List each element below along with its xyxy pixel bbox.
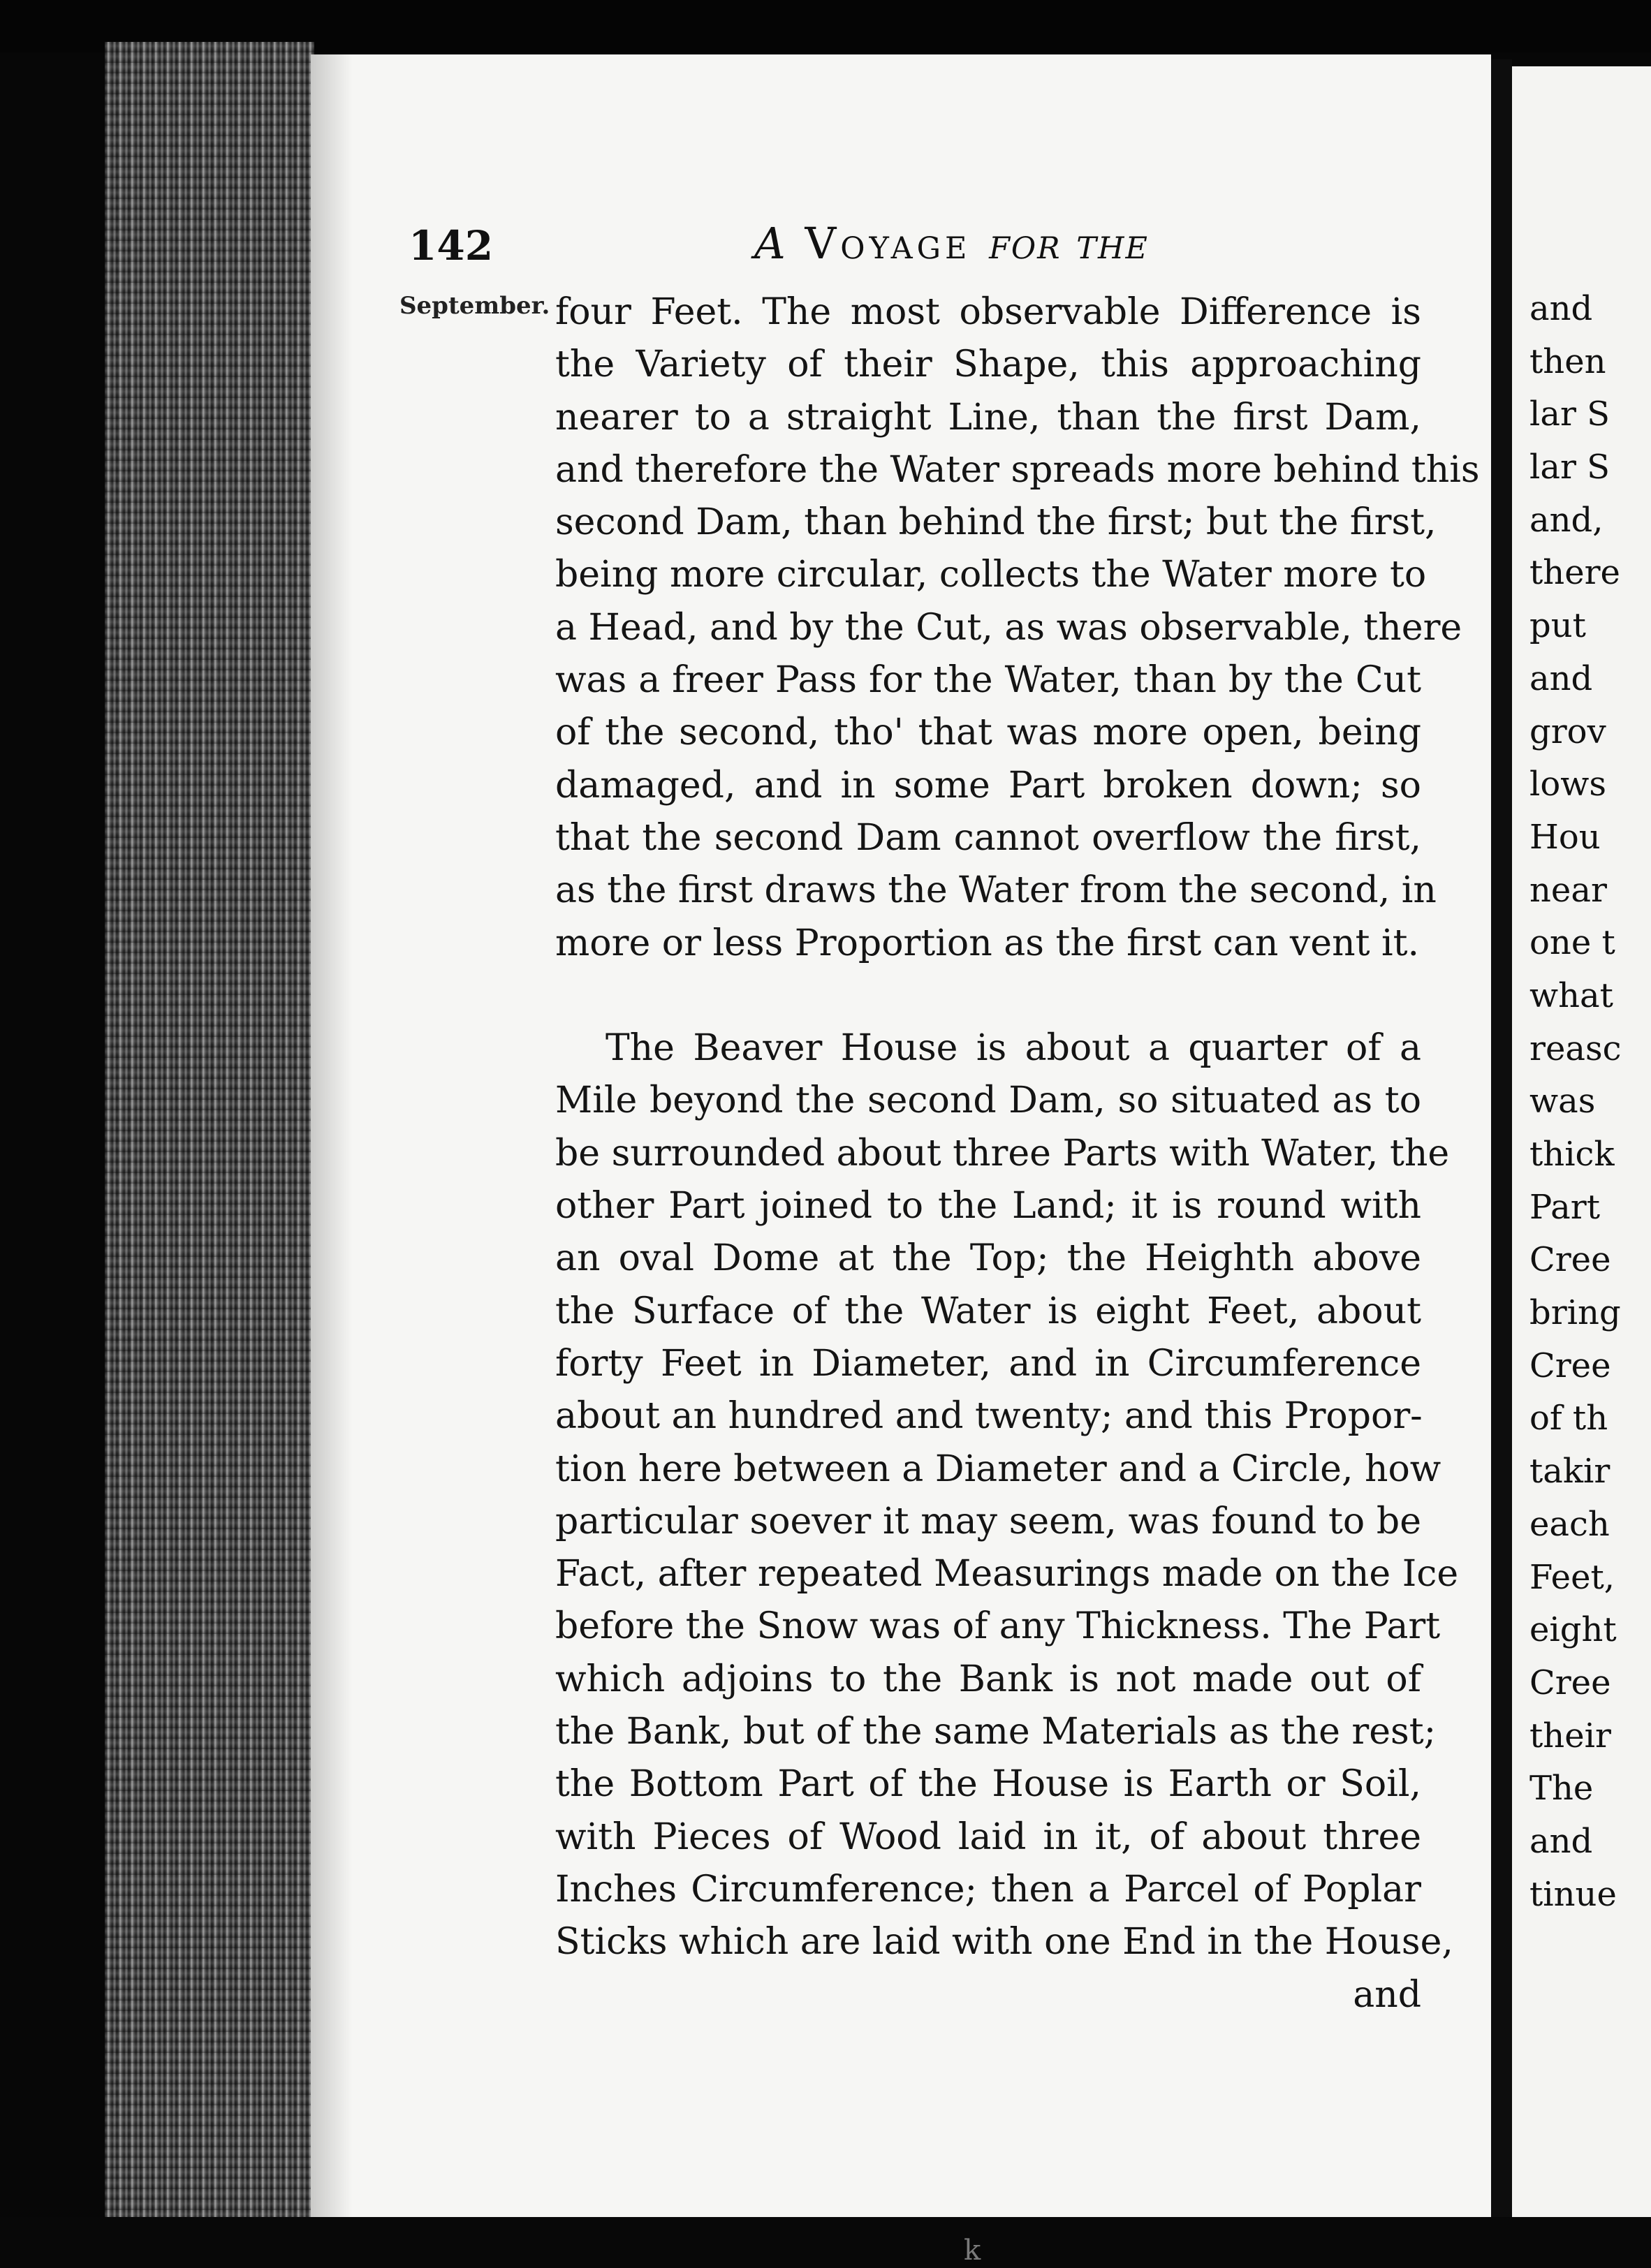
text-line: about an hundred and twenty; and this Propor- [555, 1395, 1423, 1438]
text-line: forty Feet in Diameter, and in Circumference [555, 1342, 1421, 1385]
text-line: The Beaver House is about a quarter of a [606, 1027, 1421, 1070]
margin-note-date: September. [399, 292, 550, 320]
catchword: and [1353, 1973, 1421, 2016]
text-line: as the first draws the Water from the second, in [555, 869, 1437, 912]
text-line: the Variety of their Shape, this approaching [555, 344, 1421, 386]
facing-text-fragment: near [1529, 870, 1607, 910]
text-line: that the second Dam cannot overflow the first, [555, 816, 1421, 859]
text-line: Inches Circumference; then a Parcel of Poplar [555, 1868, 1421, 1910]
text-line: tion here between a Diameter and a Circle, how [555, 1448, 1441, 1490]
facing-text-fragment: tinue [1529, 1874, 1617, 1914]
page-number: 142 [409, 222, 494, 270]
scan-artifact-marks: k [964, 2234, 1002, 2267]
running-head-article: A [754, 218, 787, 269]
text-line: Fact, after repeated Measurings made on the Ice [555, 1553, 1459, 1596]
facing-text-fragment: Feet, [1529, 1557, 1615, 1597]
facing-text-fragment: one t [1529, 923, 1615, 963]
facing-text-fragment: and [1529, 658, 1593, 698]
page-inner-shadow [311, 54, 353, 2219]
running-head [754, 218, 1149, 269]
facing-text-fragment: thick [1529, 1135, 1615, 1174]
facing-text-fragment: what [1529, 975, 1613, 1015]
facing-text-fragment: was [1529, 1082, 1596, 1121]
facing-text-fragment: Part [1529, 1187, 1600, 1227]
text-line: of the second, tho' that was more open, being [555, 712, 1421, 754]
facing-text-fragment: and, [1529, 500, 1604, 540]
facing-text-fragment: takir [1529, 1452, 1610, 1492]
facing-text-fragment: and [1529, 1821, 1593, 1861]
text-line: be surrounded about three Parts with Water, the [555, 1132, 1450, 1174]
text-line: four Feet. The most observable Difference is [555, 291, 1421, 333]
facing-text-fragment: The [1529, 1769, 1594, 1809]
text-line: was a freer Pass for the Water, than by the Cut [555, 659, 1421, 702]
facing-text-fragment: Hou [1529, 817, 1601, 857]
book-gutter [1491, 59, 1512, 2221]
text-line: a Head, and by the Cut, as was observable, there [555, 606, 1462, 649]
body-text [555, 286, 1480, 2022]
scan-border-bottom [0, 2217, 1651, 2268]
running-head-voyage: Voyage [805, 218, 971, 269]
facing-text-fragment: reasc [1529, 1029, 1622, 1068]
facing-page-text [1529, 283, 1651, 1921]
text-line: and therefore the Water spreads more behind this [555, 448, 1480, 491]
facing-text-fragment: then [1529, 341, 1606, 381]
facing-text-fragment: lar S [1529, 395, 1610, 434]
text-line: Sticks which are laid with one End in the House, [555, 1921, 1453, 1964]
text-line: with Pieces of Wood laid in it, of about three [555, 1816, 1421, 1858]
text-line: particular soever it may seem, was found to be [555, 1500, 1421, 1542]
facing-text-fragment: grov [1529, 712, 1606, 751]
text-line: the Surface of the Water is eight Feet, about [555, 1290, 1421, 1332]
text-line: before the Snow was of any Thickness. The Part [555, 1605, 1441, 1648]
facing-text-fragment: lar S [1529, 448, 1610, 487]
facing-text-fragment: Cree [1529, 1663, 1611, 1702]
text-line: an oval Dome at the Top; the Heighth above [555, 1237, 1421, 1280]
book-page-edges-texture [105, 42, 314, 2221]
text-line: Mile beyond the second Dam, so situated as to [555, 1080, 1421, 1122]
text-line: nearer to a straight Line, than the first Dam, [555, 396, 1421, 439]
facing-text-fragment: of th [1529, 1399, 1608, 1438]
facing-text-fragment: lows [1529, 765, 1606, 804]
text-line: more or less Proportion as the first can vent it. [555, 922, 1420, 964]
facing-text-fragment: each [1529, 1504, 1610, 1544]
text-line: the Bottom Part of the House is Earth or Soil, [555, 1763, 1421, 1806]
text-line: other Part joined to the Land; it is round with [555, 1185, 1421, 1228]
facing-text-fragment: Cree [1529, 1346, 1611, 1385]
facing-text-fragment: put [1529, 606, 1586, 646]
text-line: second Dam, than behind the first; but the first, [555, 501, 1437, 544]
facing-text-fragment: eight [1529, 1610, 1617, 1650]
running-head-for-the: for the [989, 218, 1149, 269]
text-line: the Bank, but of the same Materials as the rest; [555, 1711, 1437, 1753]
text-line: damaged, and in some Part broken down; so [555, 764, 1421, 807]
text-line: being more circular, collects the Water more to [555, 554, 1427, 596]
facing-text-fragment: bring [1529, 1293, 1621, 1333]
facing-text-fragment: Cree [1529, 1240, 1611, 1280]
facing-text-fragment: there [1529, 553, 1620, 593]
text-line: which adjoins to the Bank is not made out of [555, 1658, 1421, 1700]
paragraph-gap [555, 970, 1421, 1022]
facing-text-fragment: their [1529, 1716, 1611, 1755]
facing-text-fragment: and [1529, 289, 1593, 328]
